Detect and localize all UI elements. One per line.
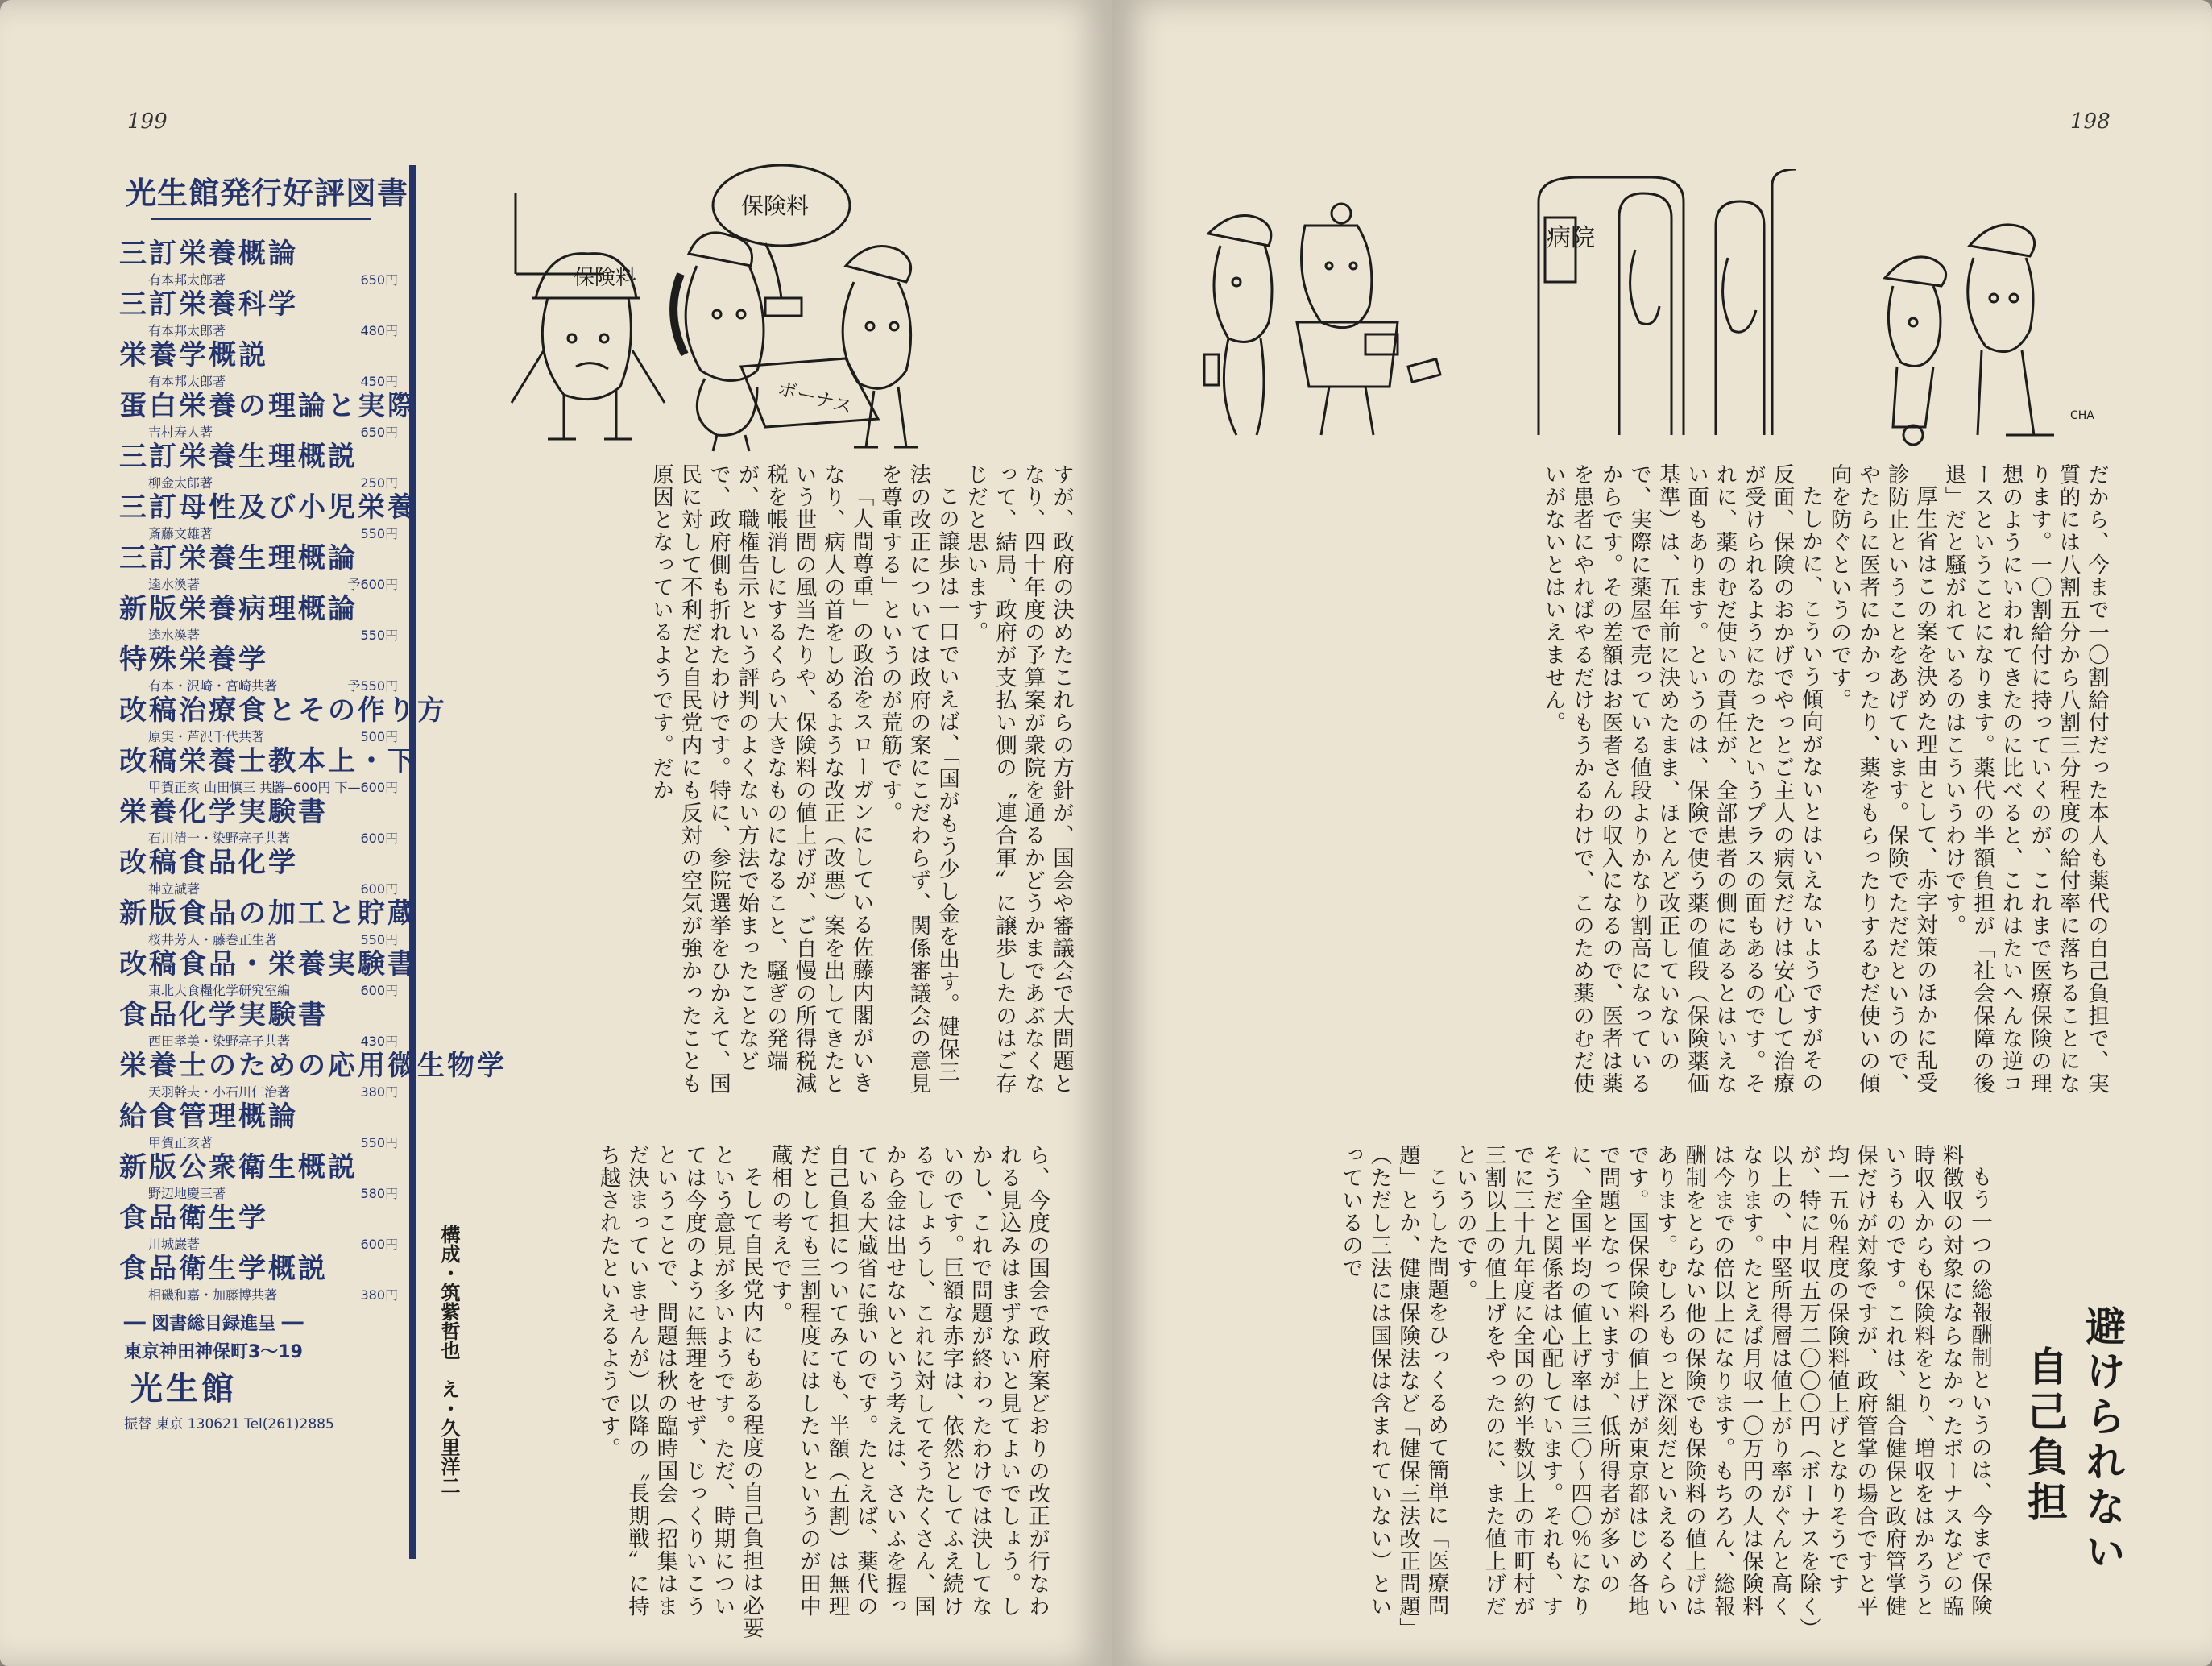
label-hospital: 病院 — [1547, 224, 1595, 252]
page-number-left: 199 — [127, 110, 168, 134]
ad-book-entry — [119, 542, 409, 593]
paragraph: すが、政府の決めたこれらの方針が、国会や審議会で大問題となり、四十年度の予算案が衆院を通るかどうかまであぶなくなって、結局、政府が支払い側の〝連合軍〟に譲歩したのはご存じだと思います。 — [963, 463, 1074, 1095]
hat-3 — [1885, 257, 1946, 286]
publisher-name: 光生館 — [130, 1370, 237, 1407]
book-author: 神立誠著 — [148, 881, 201, 897]
book-author: 有本邦太郎著 — [148, 272, 226, 288]
ad-book-entry — [119, 796, 409, 847]
book-price: 600円 — [360, 983, 398, 998]
ad-book-entry — [119, 847, 409, 897]
book-price: 480円 — [360, 323, 398, 338]
book-author: 西田孝美・染野亮子共著 — [148, 1034, 291, 1049]
ad-book-entry — [119, 238, 409, 288]
book-title: 新版食品の加工と貯蔵 — [119, 897, 417, 930]
ad-book-entry — [119, 1202, 409, 1253]
book-price: 550円 — [360, 932, 398, 947]
ad-book-entry — [119, 1100, 409, 1151]
book-author: 斎藤文雄著 — [148, 526, 213, 541]
ad-book-entry — [119, 339, 409, 390]
book-author: 有本邦太郎著 — [148, 323, 226, 338]
paragraph: こうした問題をひっくるめて簡単に「医療問題」とか、健康保険法など「健保三法改正問題」（ただし三法には国保は含まれていない）といっているので — [1338, 1144, 1449, 1630]
ad-book-entry — [119, 999, 409, 1050]
book-price: 430円 — [360, 1034, 398, 1049]
book-author: 甲賀正亥著 — [148, 1135, 213, 1150]
figure-left-head — [542, 298, 631, 400]
book-author: 原実・芦沢千代共著 — [148, 729, 265, 744]
book-author: 有本・沢崎・宮崎共著 — [148, 678, 278, 694]
book-author: 桜井芳人・藤巻正生著 — [148, 932, 278, 947]
book-price: 上—600円 下—600円 — [267, 780, 398, 795]
book-author: 有本邦太郎著 — [148, 374, 226, 389]
cartoon-signature: CHA — [2070, 409, 2094, 422]
book-title: 新版公衆衛生概説 — [119, 1151, 358, 1183]
book-author: 逵水渙著 — [148, 577, 201, 592]
ad-book-entry — [119, 1050, 507, 1100]
book-price: 550円 — [360, 526, 398, 541]
book-price: 380円 — [360, 1287, 398, 1303]
book-price: 550円 — [360, 628, 398, 643]
book-author: 甲賀正亥 山田慎三 共著 — [148, 780, 286, 795]
ad-book-entry — [119, 694, 447, 745]
publisher-address: 東京神田神保町3～19 — [124, 1342, 303, 1362]
medicine-bottle — [1204, 354, 1219, 385]
paragraph: 「人間尊重」の政治をスローガンにしている佐藤内閣がいきなり、病人の首をしめるような改正（改悪）案を出してきたという世間の風当たりや、保険料の値上げが、ご自慢の所得税減税を帳消しにするくらい大きなものになること、騒ぎの発端が、職権告示という評判のよくない方法で始まったことなどで、政府側も折れたわけです。特に、参院選挙をひかえて、国民に対して不利だと自民党内にも反対の空気が強かったことも原因となっているようです。だか — [648, 463, 874, 1095]
book-price: 600円 — [360, 1237, 398, 1252]
paragraph: この譲歩は一口でいえば、「国がもう少し金を出す。健保三法の改正については政府の案にこだわらず、関係審議会の意見を尊重する」というのが荒筋です。 — [877, 463, 959, 1095]
hospital-building — [1539, 177, 1684, 435]
book-author: 天羽幹夫・小石川仁治著 — [148, 1084, 291, 1100]
book-author: 吉村寿人著 — [148, 425, 213, 440]
article-column-top-right — [1540, 463, 2111, 1116]
paragraph: ら、今度の国会で政府案どおりの改正が行なわれる見込みはまずないと見てよいでしょう。しかし、これで問題が終わったわけでは決してないのです。巨額な赤字は、依然としてふえ続けるでしょうし、これに対してそうたくさん、国から金は出せないという考えは、さいふを握っている大蔵省に強いのです。たとえば、薬代の自己負担についてみても、半額（五割）は無理だとしても三割程度にはしたいというのが田中蔵相の考えです。 — [767, 1144, 1050, 1618]
ad-book-entry — [119, 1253, 409, 1303]
book-title: 栄養学概説 — [119, 339, 268, 371]
book-price: 600円 — [360, 831, 398, 846]
book-title: 特殊栄養学 — [119, 644, 268, 676]
book-title: 三訂栄養生理概論 — [119, 542, 358, 574]
hat-4 — [1970, 225, 2035, 256]
ad-book-entry — [119, 897, 417, 948]
book-price: 650円 — [360, 425, 398, 440]
article-column-bottom-right — [1232, 1144, 1994, 1635]
ad-book-entry — [119, 491, 417, 542]
heading-line-2: 自己負担 — [2021, 1345, 2068, 1526]
book-title: 食品化学実験書 — [119, 999, 328, 1031]
book-author: 野辺地慶三著 — [148, 1186, 226, 1201]
paragraph: たしかに、こういう傾向がないとはいえないようですがその反面、保険のおかげでやっとご主人の病気だけは安心して治療が受けられるようになったというプラスの面もあるのです。それに、薬のむだ使いの責任が、全部患者の側にあるとはいえない面もあります。というのは、保険で使う薬の値段（保険薬価基準）は、五年前に決めたまま、ほとんど改正していないので、実際に薬屋で売っている値段よりかなり割高になっているからです。その差額はお医者さんの収入になるので、医者は薬を患者にやればやるだけもうかるわけで、このため薬のむだ使いがないとはいえません。 — [1540, 463, 1823, 1095]
hospital-door-2 — [1716, 201, 1764, 435]
book-title: 給食管理概論 — [119, 1100, 298, 1133]
ad-title: 光生館発行好評図書 — [126, 176, 409, 211]
ad-book-entry — [119, 441, 409, 491]
cartoon-bonus-insurance — [499, 161, 1055, 459]
article-credit: 構成・筑紫哲也 え・久里洋二 — [437, 1225, 460, 1495]
book-author: 東北大食糧化学研究室編 — [148, 983, 291, 998]
ad-divider — [151, 218, 371, 220]
ad-book-entry — [119, 390, 417, 441]
label-bonus: ボーナス — [775, 377, 855, 419]
book-price: 250円 — [360, 475, 398, 491]
ad-book-entry — [119, 644, 409, 694]
book-title: 食品衛生学概説 — [119, 1253, 328, 1285]
book-title: 栄養士のための応用微生物学 — [119, 1050, 507, 1082]
book-title: 三訂栄養概論 — [119, 238, 298, 270]
book-title: 三訂栄養科学 — [119, 288, 298, 321]
ad-book-entry — [119, 948, 417, 999]
paragraph: そして自民党内にもある程度の自己負担は必要という意見が多いようです。ただ、時期については今度のように無理をせず、じっくりいこうということで、問題は秋の臨時国会（招集はまだ決まっていませんが）以降の〝長期戦〟に持ち越されたといえるようです。 — [595, 1144, 764, 1639]
ad-book-entry — [119, 593, 409, 644]
book-author: 逵水渙著 — [148, 628, 201, 643]
book-author: 川城巌著 — [148, 1237, 201, 1252]
book-title: 蛋白栄養の理論と実際 — [119, 390, 417, 422]
book-title: 三訂母性及び小児栄養 — [119, 491, 417, 524]
label-insurance-left: 保険料 — [574, 266, 637, 290]
paragraph: だから、今まで一〇割給付だった本人も薬代の自己負担で、実質的には八割五分から八割三分程度の給付率に落ちることになります。一〇割給付に持っていくのが、これまで医療保険の理想のようにいわれてきたのに比べると、これはたいへんな逆コースということになります。薬代の半額負担が「社会保障の後退」だと騒がれているのはこういうわけです。 — [1941, 463, 2109, 1095]
paragraph: もう一つの総報酬制というのは、今まで保険料徴収の対象にならなかったボーナスなどの臨時収入からも保険料をとり、増収をはかろうというものです。これは、組合健保と政府管掌健保だけが対象ですが、政府管掌の場合ですと平均一五％程度の保険料値上げとなりそうですが、特に月収五万二〇〇〇円（ボーナスを除く）以上の、中堅所得層は値上がり率がぐんと高くなります。たとえば月収一〇万円の人は保険料は今までの倍以上になります。もちろん、総報酬制をとらない他の保険でも保険料の値上げはあります。むしろもっと深刻だといえるくらいです。国保保険料の値上げが東京都はじめ各地で問題となっていますが、低所得者が多いのに、全国平均の値上げ率は三〇～四〇％になりそうだと関係者は心配しています。それも、すでに三十九年度に全国の約半数以上の市町村が三割以上の値上げをやったのに、また値上げだというのです。 — [1452, 1144, 1992, 1630]
ad-book-list — [119, 238, 507, 1303]
book-price: 600円 — [360, 881, 398, 897]
label-insurance-balloon: 保険料 — [741, 193, 810, 219]
book-title: 食品衛生学 — [119, 1202, 268, 1234]
book-price: 予550円 — [347, 678, 398, 694]
book-title: 三訂栄養生理概説 — [119, 441, 358, 473]
ad-book-entry — [119, 745, 417, 796]
article-column-top-left — [483, 463, 1075, 1104]
cartoon-hospital — [1200, 169, 2127, 447]
ad-book-entry — [119, 1151, 409, 1202]
book-author: 柳金太郎著 — [148, 475, 213, 491]
book-title: 栄養化学実験書 — [119, 796, 328, 828]
catalog-note: ━━ 図書総目録進呈 ━━ — [124, 1314, 304, 1334]
heading-line-1: 避けられない — [2079, 1305, 2126, 1576]
book-title: 新版栄養病理概論 — [119, 593, 358, 625]
right-page — [1112, 0, 2212, 1666]
hat-1 — [1208, 216, 1271, 247]
book-price: 550円 — [360, 1135, 398, 1150]
paragraph: 厚生省はこの案を決めた理由として、赤字対策のほかに乱受診防止ということをあげています。保険でただだというので、やたらに医者にかかったり、薬をもらったりするむだ使いの傾向を防ぐというのです。 — [1826, 463, 1937, 1095]
page-number-right: 198 — [2070, 110, 2111, 134]
publisher-phone: 振替 東京 130621 Tel(261)2885 — [124, 1416, 334, 1432]
book-author: 石川清一・染野亮子共著 — [148, 831, 291, 846]
book-title: 改稿食品・栄養実験書 — [119, 948, 417, 980]
book-title: 改稿栄養士教本上・下 — [119, 745, 417, 777]
hat-right — [846, 247, 911, 283]
book-price: 500円 — [360, 729, 398, 744]
book-price: 650円 — [360, 272, 398, 288]
book-price: 580円 — [360, 1186, 398, 1201]
head-mirror — [1332, 204, 1351, 223]
ad-book-entry — [119, 288, 409, 339]
book-price: 380円 — [360, 1084, 398, 1100]
section-heading — [2015, 1305, 2131, 1576]
money-bundle — [765, 298, 802, 316]
book-author: 相磯和嘉・加藤博共著 — [148, 1287, 278, 1303]
book-title: 改稿食品化学 — [119, 847, 298, 879]
article-column-bottom-left — [487, 1144, 1051, 1639]
book-price: 450円 — [360, 374, 398, 389]
book-price: 予600円 — [347, 577, 398, 592]
book-title: 改稿治療食とその作り方 — [119, 694, 447, 727]
